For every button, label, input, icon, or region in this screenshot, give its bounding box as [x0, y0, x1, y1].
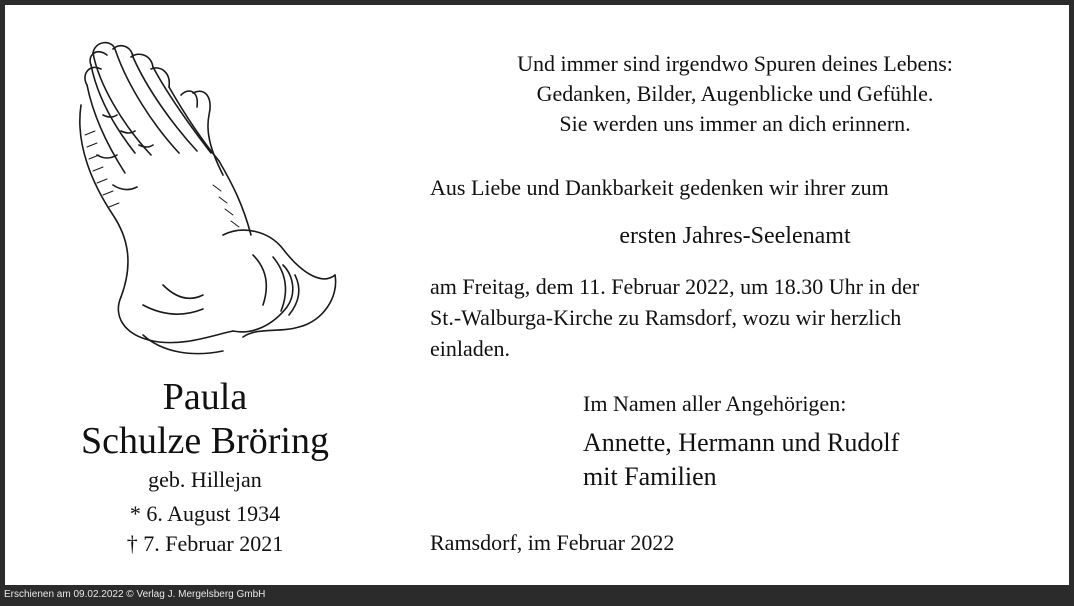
signature-names-line-1: Annette, Hermann und Rudolf [583, 428, 900, 457]
poem-block [425, 49, 1045, 139]
details-line-1: am Freitag, dem 11. Februar 2022, um 18.30 Uhr in der [430, 274, 920, 299]
place-date: Ramsdorf, im Februar 2022 [430, 530, 675, 555]
deceased-first-name: Paula [162, 376, 248, 418]
deceased-block [45, 375, 365, 559]
maiden-name: geb. Hillejan [148, 467, 262, 492]
death-date: † 7. Februar 2021 [126, 531, 284, 556]
event-title: ersten Jahres-Seelenamt [619, 223, 851, 249]
poem-line-2: Gedanken, Bilder, Augenblicke und Gefühle. [536, 81, 934, 106]
poem-line-1: Und immer sind irgendwo Spuren deines Lebens: [517, 51, 953, 76]
publication-footer: Erschienen am 09.02.2022 © Verlag J. Mergelsberg GmbH [4, 589, 266, 600]
signature-names [583, 426, 899, 494]
event-details [430, 271, 919, 364]
deceased-last-name: Schulze Bröring [80, 420, 329, 462]
signature-intro: Im Namen aller Angehörigen: [583, 391, 847, 416]
obituary-card [5, 5, 1069, 585]
signature-names-line-2: mit Familien [583, 462, 717, 491]
details-line-2: St.-Walburga-Kirche zu Ramsdorf, wozu wir herzlich [430, 305, 902, 330]
poem-line-3: Sie werden uns immer an dich erinnern. [559, 111, 911, 136]
praying-hands-icon [73, 35, 343, 365]
details-line-3: einladen. [430, 336, 511, 361]
intro-text: Aus Liebe und Dankbarkeit gedenken wir ihrer zum [430, 175, 889, 200]
birth-date: * 6. August 1934 [129, 501, 281, 526]
